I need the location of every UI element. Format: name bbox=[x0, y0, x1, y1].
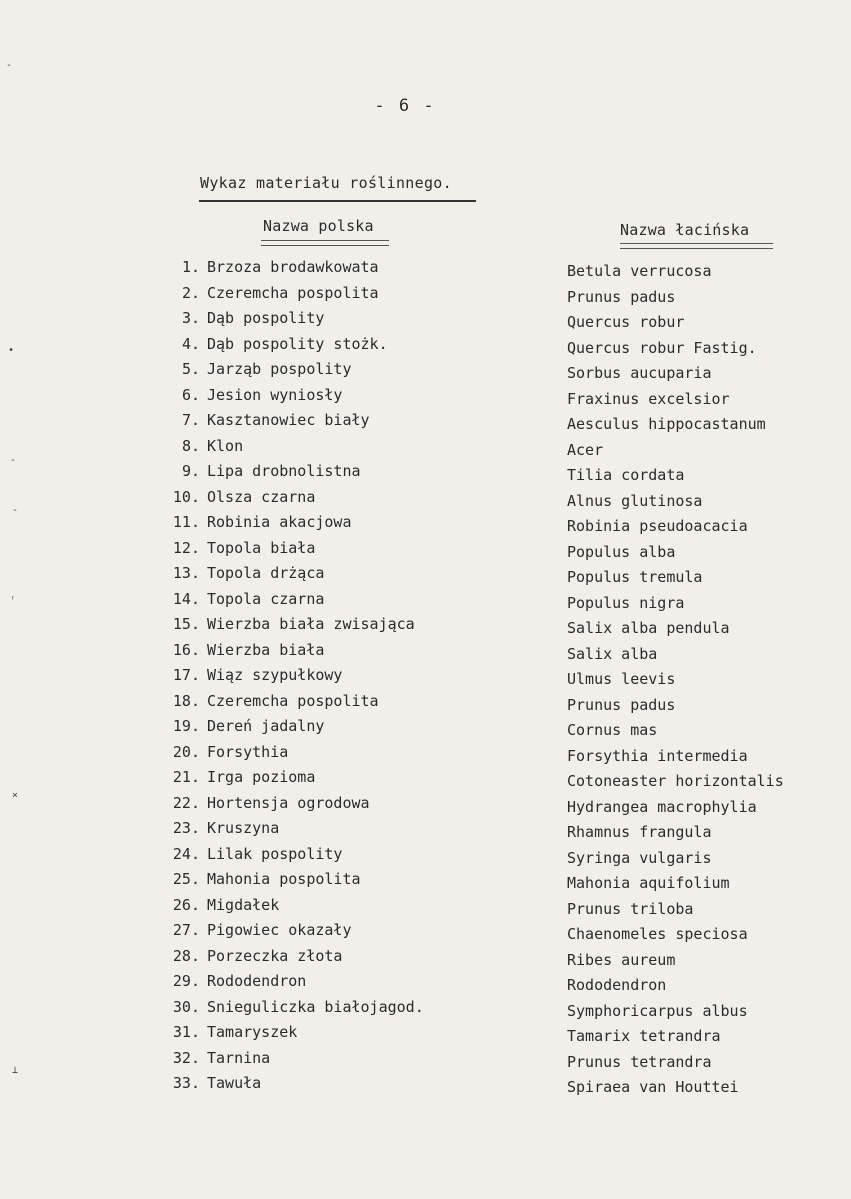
margin-mark: ʳ bbox=[10, 595, 17, 606]
row-number: 3. bbox=[181, 309, 200, 327]
margin-mark: × bbox=[12, 790, 19, 801]
polish-name: Brzoza brodawkowata bbox=[207, 258, 379, 276]
row-number: 19. bbox=[172, 717, 200, 735]
polish-name: Porzeczka złota bbox=[207, 946, 343, 965]
table-row bbox=[0, 513, 851, 539]
margin-mark: ⊥ bbox=[12, 1065, 19, 1076]
margin-mark: • bbox=[8, 345, 15, 356]
latin-name: Cotoneaster horizontalis bbox=[567, 772, 784, 790]
polish-name: Kruszyna bbox=[207, 819, 280, 837]
page-number: - 6 - bbox=[374, 96, 436, 116]
row-number: 14. bbox=[172, 589, 200, 608]
latin-name: Mahonia aquifolium bbox=[567, 874, 730, 892]
latin-name: Populus tremula bbox=[567, 568, 703, 586]
polish-name-header: Nazwa polska bbox=[263, 217, 374, 235]
polish-name: Dereń jadalny bbox=[207, 717, 325, 735]
margin-mark: - bbox=[10, 455, 17, 466]
table-row bbox=[0, 590, 851, 616]
latin-name: Rhamnus frangula bbox=[567, 823, 712, 841]
latin-name: Ulmus leevis bbox=[567, 670, 676, 688]
latin-name: Salix alba pendula bbox=[567, 619, 730, 637]
row-number: 27. bbox=[172, 921, 200, 939]
polish-name: Wierzba biała bbox=[207, 640, 325, 659]
row-number: 22. bbox=[172, 793, 200, 812]
table-row bbox=[0, 462, 851, 488]
table-row bbox=[0, 1023, 851, 1049]
latin-name: Cornus mas bbox=[567, 721, 658, 739]
latin-name: Sorbus aucuparia bbox=[567, 364, 712, 382]
table-row bbox=[0, 360, 851, 386]
page-title: Wykaz materiału roślinnego. bbox=[200, 174, 452, 192]
polish-name: Jarząb pospolity bbox=[207, 360, 352, 378]
row-number: 13. bbox=[172, 564, 200, 582]
polish-name: Czeremcha pospolita bbox=[207, 283, 379, 302]
row-number: 5. bbox=[181, 360, 200, 378]
row-number: 6. bbox=[181, 385, 200, 404]
row-number: 11. bbox=[172, 513, 200, 531]
table-row bbox=[0, 258, 851, 284]
polish-name: Topola drżąca bbox=[207, 564, 325, 582]
latin-name: Salix alba bbox=[567, 644, 658, 663]
table-row bbox=[0, 641, 851, 667]
table-row bbox=[0, 794, 851, 820]
row-number: 21. bbox=[172, 768, 200, 786]
polish-name: Tamaryszek bbox=[207, 1023, 298, 1041]
polish-name: Jesion wyniosły bbox=[207, 385, 343, 404]
latin-name: Tamarix tetrandra bbox=[567, 1027, 721, 1045]
polish-name: Wierzba biała zwisająca bbox=[207, 615, 415, 633]
row-number: 20. bbox=[172, 742, 200, 761]
table-row bbox=[0, 947, 851, 973]
polish-name: Dąb pospolity stożk. bbox=[207, 334, 388, 353]
row-number: 25. bbox=[172, 870, 200, 888]
row-number: 2. bbox=[181, 283, 200, 302]
table-row bbox=[0, 539, 851, 565]
latin-name: Robinia pseudoacacia bbox=[567, 517, 748, 535]
polish-name: Migdałek bbox=[207, 895, 280, 914]
table-row bbox=[0, 284, 851, 310]
latin-name: Syringa vulgaris bbox=[567, 848, 712, 867]
row-number: 16. bbox=[172, 640, 200, 659]
polish-name: Lipa drobnolistna bbox=[207, 462, 361, 480]
polish-name: Rododendron bbox=[207, 972, 307, 990]
latin-name: Populus nigra bbox=[567, 593, 685, 612]
latin-name: Forsythia intermedia bbox=[567, 746, 748, 765]
table-row bbox=[0, 1074, 851, 1100]
polish-name: Czeremcha pospolita bbox=[207, 691, 379, 710]
row-number: 15. bbox=[172, 615, 200, 633]
table-row bbox=[0, 488, 851, 514]
polish-name: Olsza czarna bbox=[207, 487, 316, 506]
row-number: 17. bbox=[172, 666, 200, 684]
latin-name: Chaenomeles speciosa bbox=[567, 925, 748, 943]
row-number: 31. bbox=[172, 1023, 200, 1041]
polish-header-underline bbox=[261, 240, 389, 246]
table-row bbox=[0, 845, 851, 871]
polish-name: Irga pozioma bbox=[207, 768, 316, 786]
row-number: 7. bbox=[181, 411, 200, 429]
latin-name-header: Nazwa łacińska bbox=[620, 221, 750, 239]
latin-name: Tilia cordata bbox=[567, 466, 685, 484]
table-row bbox=[0, 386, 851, 412]
row-number: 4. bbox=[181, 334, 200, 353]
table-row bbox=[0, 615, 851, 641]
table-row bbox=[0, 896, 851, 922]
row-number: 10. bbox=[172, 487, 200, 506]
polish-name: Forsythia bbox=[207, 742, 289, 761]
latin-name: Acer bbox=[567, 440, 604, 459]
polish-name: Kasztanowiec biały bbox=[207, 411, 370, 429]
table-row bbox=[0, 692, 851, 718]
latin-name: Betula verrucosa bbox=[567, 262, 712, 280]
row-number: 28. bbox=[172, 946, 200, 965]
polish-name: Dąb pospolity bbox=[207, 309, 325, 327]
row-number: 26. bbox=[172, 895, 200, 914]
polish-name: Robinia akacjowa bbox=[207, 513, 352, 531]
polish-name: Pigowiec okazały bbox=[207, 921, 352, 939]
latin-name: Prunus padus bbox=[567, 287, 676, 306]
table-row bbox=[0, 998, 851, 1024]
table-row bbox=[0, 717, 851, 743]
latin-name: Hydrangea macrophylia bbox=[567, 797, 757, 816]
polish-name: Tawuła bbox=[207, 1074, 262, 1092]
row-number: 32. bbox=[172, 1048, 200, 1067]
polish-name: Mahonia pospolita bbox=[207, 870, 361, 888]
polish-name: Snieguliczka białojagod. bbox=[207, 997, 424, 1016]
row-number: 18. bbox=[172, 691, 200, 710]
margin-mark: - bbox=[12, 505, 19, 516]
table-row bbox=[0, 437, 851, 463]
polish-name: Klon bbox=[207, 436, 244, 455]
row-number: 29. bbox=[172, 972, 200, 990]
margin-mark: - bbox=[6, 60, 13, 71]
table-row bbox=[0, 309, 851, 335]
table-row bbox=[0, 1049, 851, 1075]
latin-name: Prunus tetrandra bbox=[567, 1052, 712, 1071]
latin-name: Quercus robur Fastig. bbox=[567, 338, 757, 357]
table-row bbox=[0, 768, 851, 794]
latin-name: Ribes aureum bbox=[567, 950, 676, 969]
row-number: 33. bbox=[172, 1074, 200, 1092]
row-number: 9. bbox=[181, 462, 200, 480]
polish-name: Wiąz szypułkowy bbox=[207, 666, 343, 684]
latin-name: Symphoricarpus albus bbox=[567, 1001, 748, 1020]
latin-name: Populus alba bbox=[567, 542, 676, 561]
row-number: 23. bbox=[172, 819, 200, 837]
table-row bbox=[0, 411, 851, 437]
latin-name: Prunus triloba bbox=[567, 899, 694, 918]
latin-header-underline bbox=[620, 243, 773, 249]
plant-list bbox=[0, 258, 851, 1100]
polish-name: Topola biała bbox=[207, 538, 316, 557]
row-number: 12. bbox=[172, 538, 200, 557]
table-row bbox=[0, 743, 851, 769]
latin-name: Rododendron bbox=[567, 976, 667, 994]
polish-name: Lilak pospolity bbox=[207, 844, 343, 863]
row-number: 30. bbox=[172, 997, 200, 1016]
latin-name: Aesculus hippocastanum bbox=[567, 415, 766, 433]
row-number: 8. bbox=[181, 436, 200, 455]
polish-name: Topola czarna bbox=[207, 589, 325, 608]
polish-name: Tarnina bbox=[207, 1048, 271, 1067]
row-number: 1. bbox=[181, 258, 200, 276]
table-row bbox=[0, 819, 851, 845]
table-row bbox=[0, 972, 851, 998]
polish-name: Hortensja ogrodowa bbox=[207, 793, 370, 812]
latin-name: Prunus padus bbox=[567, 695, 676, 714]
table-row bbox=[0, 921, 851, 947]
table-row bbox=[0, 666, 851, 692]
latin-name: Quercus robur bbox=[567, 313, 685, 331]
table-row bbox=[0, 335, 851, 361]
row-number: 24. bbox=[172, 844, 200, 863]
table-row bbox=[0, 564, 851, 590]
table-row bbox=[0, 870, 851, 896]
latin-name: Spiraea van Houttei bbox=[567, 1078, 739, 1096]
latin-name: Fraxinus excelsior bbox=[567, 389, 730, 408]
latin-name: Alnus glutinosa bbox=[567, 491, 703, 510]
title-underline bbox=[199, 200, 476, 202]
